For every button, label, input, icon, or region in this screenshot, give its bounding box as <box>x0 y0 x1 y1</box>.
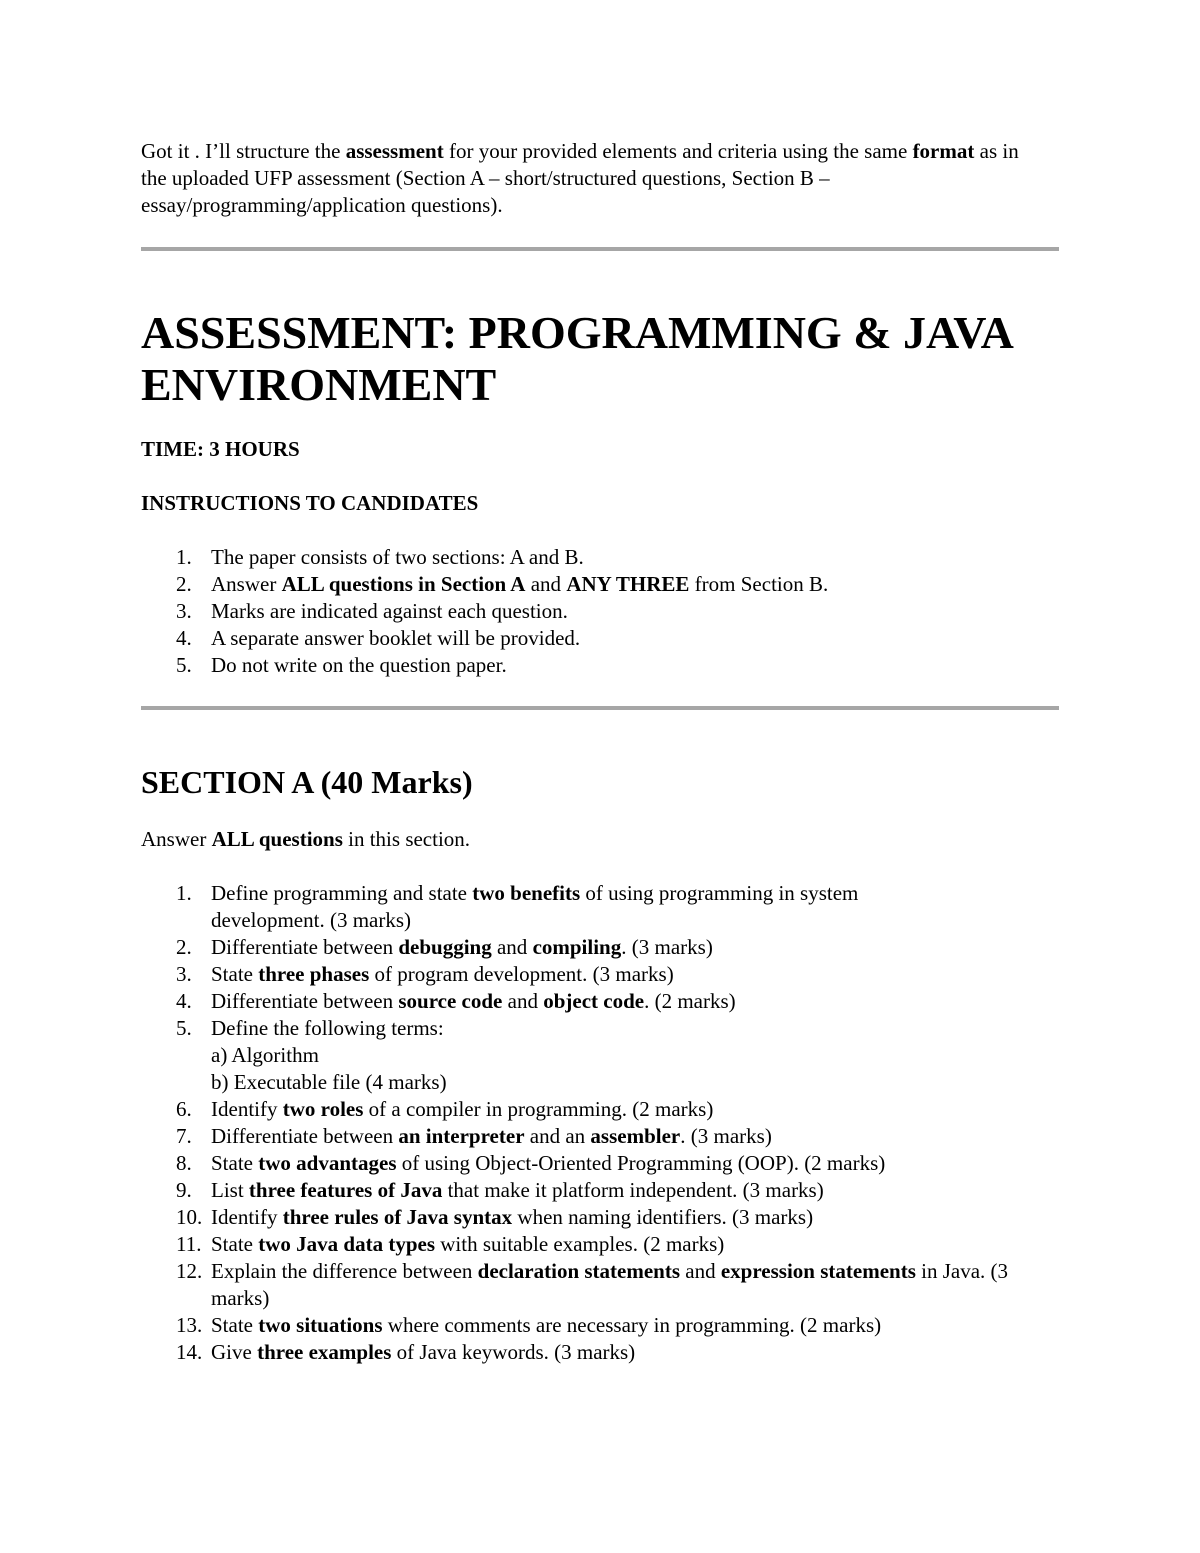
question-item: 7. Differentiate between an interpreter and an assembler. (3 marks) <box>176 1124 772 1148</box>
question-item: 1. Define programming and state two benefits of using programming in system development. (3 marks) <box>176 881 859 932</box>
list-item: 2. Answer ALL questions in Section A and ANY THREE from Section B. <box>176 572 829 596</box>
intro-bold-assessment: assessment <box>345 139 444 163</box>
document-page <box>141 138 1059 1366</box>
question-item: 2. Differentiate between debugging and compiling. (3 marks) <box>176 935 713 959</box>
section-a-heading: SECTION A (40 Marks) <box>141 764 473 800</box>
question-item: 4. Differentiate between source code and object code. (2 marks) <box>176 989 736 1013</box>
question-item: 14. Give three examples of Java keywords. (3 marks) <box>176 1340 636 1364</box>
question-item: 12. Explain the difference between declaration statements and expression statements in Java. (3 marks) <box>176 1259 1009 1310</box>
question-item: 13. State two situations where comments are necessary in programming. (2 marks) <box>176 1313 882 1337</box>
question-item: 5. Define the following terms: a) Algorithm b) Executable file (4 marks) <box>176 1016 447 1094</box>
list-item: 5. Do not write on the question paper. <box>176 653 507 677</box>
intro-bold-format: format <box>912 139 975 163</box>
instructions-list <box>141 544 1059 679</box>
question-item: 3. State three phases of program development. (3 marks) <box>176 962 674 986</box>
question-item: 11. State two Java data types with suitable examples. (2 marks) <box>176 1232 725 1256</box>
divider <box>141 706 1059 710</box>
question-item: 10. Identify three rules of Java syntax when naming identifiers. (3 marks) <box>176 1205 814 1229</box>
question-item: 6. Identify two roles of a compiler in programming. (2 marks) <box>176 1097 714 1121</box>
intro-paragraph: Got it . I’ll structure the assessment for your provided elements and criteria using the same format as in the uploaded UFP assessment (Section A – short/structured questions, Section B – essay/programming/application questions). <box>141 139 1019 217</box>
intro-text: Got it <box>141 139 190 163</box>
section-a-intro: Answer ALL questions in this section. <box>141 827 471 851</box>
list-item: 1. The paper consists of two sections: A and B. <box>176 545 584 569</box>
question-item: 9. List three features of Java that make it platform independent. (3 marks) <box>176 1178 824 1202</box>
list-item: 4. A separate answer booklet will be provided. <box>176 626 581 650</box>
divider <box>141 247 1059 251</box>
list-item: 3. Marks are indicated against each question. <box>176 599 568 623</box>
section-a-questions <box>141 880 1041 1366</box>
document-title: ASSESSMENT: PROGRAMMING & JAVA ENVIRONMENT <box>141 307 1014 410</box>
instructions-heading: INSTRUCTIONS TO CANDIDATES <box>141 491 479 515</box>
question-item: 8. State two advantages of using Object-Oriented Programming (OOP). (2 marks) <box>176 1151 886 1175</box>
time-allowed: TIME: 3 HOURS <box>141 437 300 461</box>
